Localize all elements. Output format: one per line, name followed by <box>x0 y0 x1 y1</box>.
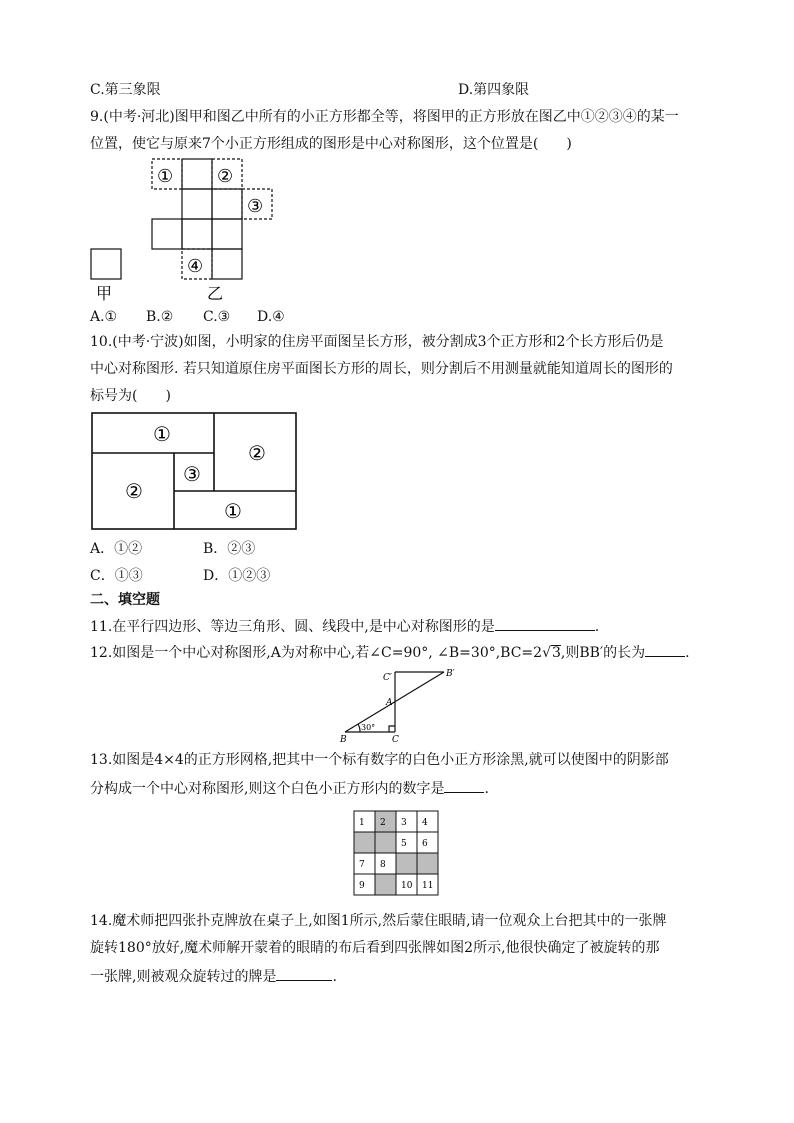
q10-region-1-bottom: ① <box>224 499 242 523</box>
q12-label-angle: 30° <box>361 723 376 732</box>
q13-grid-number: 9 <box>359 881 365 891</box>
q10-option-a: A．①② <box>90 541 143 557</box>
q13-grid-number: 10 <box>401 881 413 891</box>
q10-region-1-top: ① <box>153 422 171 446</box>
q13-grid-number: 11 <box>422 881 434 891</box>
section-fill-in-title: 二、填空题 <box>90 592 160 608</box>
q9-line1: 9.(中考·河北)图甲和图乙中所有的小正方形都全等，将图甲的正方形放在图乙中①②③④的某一 <box>90 109 679 125</box>
q13-grid-number: 5 <box>401 839 407 849</box>
q13-line2: 分构成一个中心对称图形,则这个白色小正方形内的数字是 <box>90 781 445 797</box>
q9-label-4: ④ <box>187 256 204 277</box>
q9-label-2: ② <box>217 166 234 187</box>
q13-grid-number: 2 <box>380 818 386 828</box>
q9-label-1: ① <box>157 166 174 187</box>
q12-sqrt-sign: √ <box>542 645 551 661</box>
q13-grid-cell <box>417 853 438 874</box>
q14-line2: 旋转180°放好,魔术师解开蒙着的眼睛的布后看到四张牌如图2所示,他很快确定了被旋转的那 <box>90 940 660 956</box>
option-d-previous: D.第四象限 <box>458 82 530 98</box>
q9-label-jia: 甲 <box>96 284 113 303</box>
q13-grid-number: 8 <box>380 860 386 870</box>
q13-grid-number: 6 <box>422 839 428 849</box>
q13-grid-cell <box>396 853 417 874</box>
q12-radicand: 3 <box>552 645 561 661</box>
q13-grid-cell <box>354 832 375 853</box>
q12-label-a: A <box>386 698 393 708</box>
q12-part1: 12.如图是一个中心对称图形,A为对称中心,若∠C=90°, ∠B=30°,BC=2 <box>90 645 543 661</box>
q10-option-d: D．①②③ <box>203 568 271 584</box>
q13-grid-cell <box>375 874 396 895</box>
q9-option-d: D.④ <box>257 309 285 325</box>
q13-grid-number: 7 <box>359 860 365 870</box>
q10-option-b: B．②③ <box>203 541 256 557</box>
q12-label-c-prime: C′ <box>383 673 392 683</box>
q14-line3-wrap <box>90 966 337 986</box>
q14-answer-blank[interactable] <box>276 966 332 981</box>
q10-line1: 10.(中考·宁波)如图，小明家的住房平面图呈长方形，被分割成3个正方形和2个长方形后仍是 <box>90 334 664 350</box>
q14-end: . <box>332 969 337 985</box>
q13-grid-number: 4 <box>422 818 428 828</box>
q9-label-3: ③ <box>247 196 264 217</box>
q9-option-a: A.① <box>90 309 118 325</box>
q12-label-b-prime: B′ <box>446 669 455 679</box>
q13-grid-number: 1 <box>359 818 365 828</box>
q10-region-3-center: ③ <box>183 462 201 486</box>
q13-end: . <box>484 781 489 797</box>
q9-option-b: B.② <box>146 309 174 325</box>
q10-region-2-right: ② <box>248 441 266 465</box>
q14-line1: 14.魔术师把四张扑克牌放在桌子上,如图1所示,然后蒙住眼睛,请一位观众上台把其中的一张牌 <box>90 913 667 929</box>
q10-region-2-left: ② <box>125 479 143 503</box>
q14-line3: 一张牌,则被观众旋转过的牌是 <box>90 969 277 985</box>
q13-line1: 13.如图是4×4的正方形网格,把其中一个标有数字的白色小正方形涂黑,就可以使图中的阴影部 <box>90 752 669 768</box>
option-c-previous: C.第三象限 <box>90 82 161 98</box>
q10-line3: 标号为( ) <box>90 388 171 404</box>
q11-end: . <box>594 619 600 635</box>
q9-line2: 位置，使它与原来7个小正方形组成的图形是中心对称图形，这个位置是( ) <box>90 136 572 152</box>
q10-line2: 中心对称图形. 若只知道原住房平面图长方形的周长，则分割后不用测量就能知道周长的图形的 <box>90 361 673 377</box>
q12-part2: ,则BB′的长为 <box>560 645 646 661</box>
q12-label-c: C <box>392 735 399 745</box>
q12-end: . <box>685 645 690 661</box>
q9-label-yi: 乙 <box>207 284 224 303</box>
q10-option-c: C．①③ <box>90 568 143 584</box>
q12-label-b: B <box>340 735 347 745</box>
q11-text: 11.在平行四边形、等边三角形、圆、线段中,是中心对称图形的是 <box>90 619 495 635</box>
q9-option-c: C.③ <box>203 309 231 325</box>
q13-grid-cell <box>375 832 396 853</box>
q13-grid-number: 3 <box>401 818 407 828</box>
